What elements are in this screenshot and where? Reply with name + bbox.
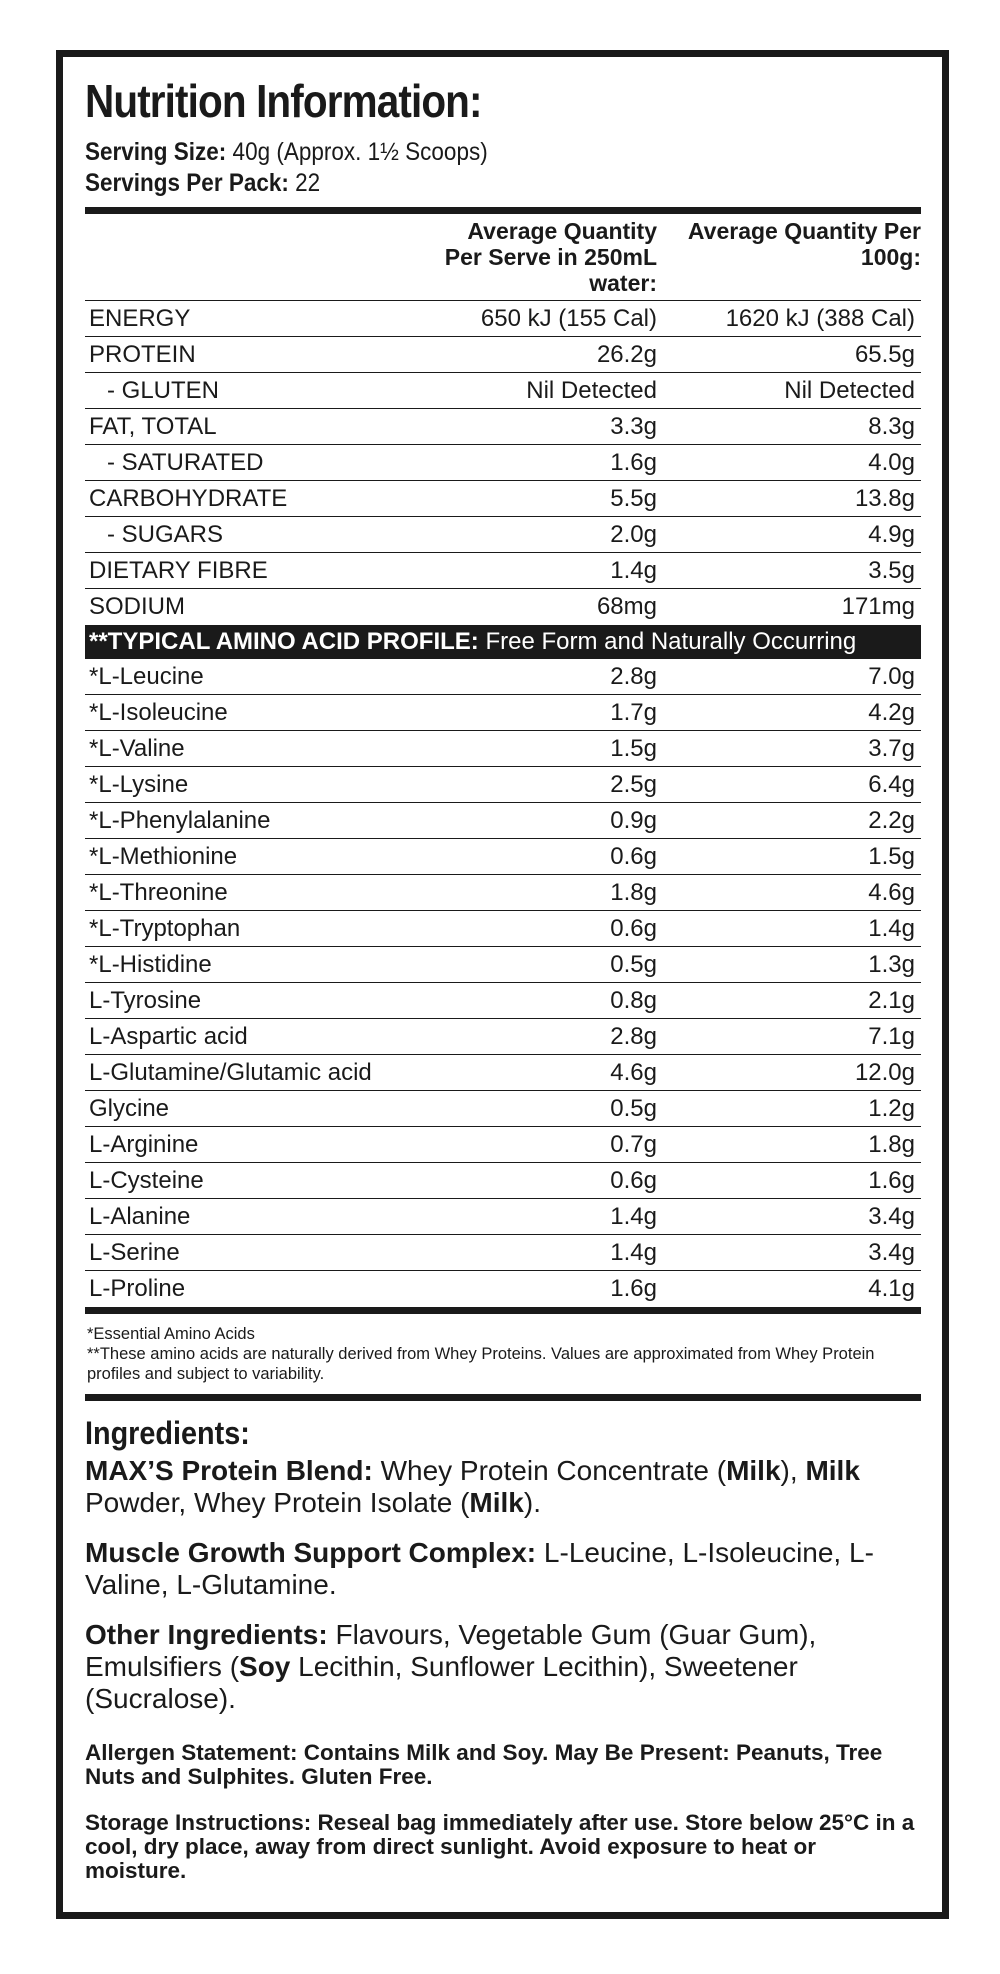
ingredients-title: Ingredients: xyxy=(85,1415,250,1451)
nutrition-label xyxy=(56,50,949,1919)
amino-table xyxy=(85,659,921,1307)
per-serve-value: 1.4g xyxy=(610,1239,657,1266)
amino-header-rest: Free Form and Naturally Occurring xyxy=(478,628,857,655)
nutrition-table-header xyxy=(85,214,921,301)
per-100g-value: 1.6g xyxy=(868,1167,915,1194)
per-serve-value: 1.4g xyxy=(610,1203,657,1230)
per-100g-value: 2.2g xyxy=(868,807,915,834)
row-name: - GLUTEN xyxy=(107,377,220,404)
per-serve-value: 1.6g xyxy=(610,449,657,476)
per-serve-value: 0.5g xyxy=(610,951,657,978)
per-serve-value: Nil Detected xyxy=(526,377,657,404)
table-row xyxy=(85,695,921,731)
storage-instructions: Storage Instructions: Reseal bag immediately after use. Store below 25°C in a cool, dry place, away from direct sunlight. Avoid exposure to heat or moisture. xyxy=(85,1810,915,1883)
row-name: Glycine xyxy=(89,1095,170,1122)
per-100g-value: 4.1g xyxy=(868,1275,915,1302)
amino-header-bold: **TYPICAL AMINO ACID PROFILE: xyxy=(89,628,479,655)
per-100g-value: 1.5g xyxy=(868,843,915,870)
complex-label: Muscle Growth Support Complex: xyxy=(85,1537,537,1568)
row-name: *L-Tryptophan xyxy=(89,915,241,942)
per-100g-value: 3.4g xyxy=(868,1203,915,1230)
table-row xyxy=(85,1127,921,1163)
growth-complex: Muscle Growth Support Complex: L-Leucine, L-Isoleucine, L-Valine, L-Glutamine. xyxy=(85,1537,874,1600)
per-serve-value: 5.5g xyxy=(610,485,657,512)
table-row xyxy=(85,337,921,373)
row-name: L-Serine xyxy=(89,1239,180,1266)
row-name: L-Proline xyxy=(89,1275,186,1302)
per-serve-value: 0.8g xyxy=(610,987,657,1014)
per-100g-value: 3.5g xyxy=(868,557,915,584)
serving-size-label: Serving Size: xyxy=(85,138,227,166)
per-serve-value: 0.6g xyxy=(610,1167,657,1194)
per-100g-value: 1.2g xyxy=(868,1095,915,1122)
per-100g-value: 12.0g xyxy=(854,1059,915,1086)
per-serve-value: 0.9g xyxy=(610,807,657,834)
nutrition-table xyxy=(85,301,921,625)
per-serve-value: 0.6g xyxy=(610,915,657,942)
essential-footnote: *Essential Amino Acids xyxy=(87,1325,255,1343)
per-100g-value: 7.1g xyxy=(868,1023,915,1050)
per-100g-value: 171mg xyxy=(841,593,915,620)
per-100g-value: 1.3g xyxy=(868,951,915,978)
table-row xyxy=(85,839,921,875)
per-100g-header: Average Quantity Per 100g: xyxy=(687,218,921,270)
divider xyxy=(85,1307,921,1314)
row-name: L-Arginine xyxy=(89,1131,199,1158)
row-name: DIETARY FIBRE xyxy=(89,557,268,584)
per-serve-value: 26.2g xyxy=(596,341,657,368)
table-row xyxy=(85,1055,921,1091)
per-serve-value: 0.5g xyxy=(610,1095,657,1122)
table-row xyxy=(85,659,921,695)
row-name: - SATURATED xyxy=(107,449,264,476)
label-content xyxy=(85,65,921,1883)
per-serve-value: 1.4g xyxy=(610,557,657,584)
table-row xyxy=(85,1019,921,1055)
per-serve-header: Average Quantity Per Serve in 250mL water: xyxy=(444,218,657,296)
protein-blend: MAX’S Protein Blend: Whey Protein Concentrate (Milk), Milk Powder, Whey Protein Isolate (Milk). xyxy=(85,1455,860,1518)
other-label: Other Ingredients: xyxy=(85,1619,328,1650)
per-100g-value: 3.4g xyxy=(868,1239,915,1266)
table-row xyxy=(85,767,921,803)
table-row xyxy=(85,803,921,839)
per-100g-value: 8.3g xyxy=(868,413,915,440)
per-100g-value: 65.5g xyxy=(854,341,915,368)
per-serve-value: 1.7g xyxy=(610,699,657,726)
per-serve-value: 0.7g xyxy=(610,1131,657,1158)
divider xyxy=(85,1394,921,1401)
per-100g-value: 4.6g xyxy=(868,879,915,906)
per-100g-value: 2.1g xyxy=(868,987,915,1014)
row-name: *L-Threonine xyxy=(89,879,228,906)
table-row xyxy=(85,1271,921,1307)
row-name: FAT, TOTAL xyxy=(89,413,217,440)
row-name: L-Aspartic acid xyxy=(89,1023,248,1050)
table-row xyxy=(85,1235,921,1271)
table-row xyxy=(85,409,921,445)
serving-size-value: 40g (Approx. 1½ Scoops) xyxy=(232,138,488,166)
per-serve-value: 68mg xyxy=(596,593,657,620)
per-serve-value: 1.8g xyxy=(610,879,657,906)
nutrition-title: Nutrition Information: xyxy=(85,75,482,127)
row-name: ENERGY xyxy=(89,305,191,332)
table-row xyxy=(85,301,921,337)
per-serve-value: 3.3g xyxy=(610,413,657,440)
table-row xyxy=(85,947,921,983)
per-serve-value: 0.6g xyxy=(610,843,657,870)
row-name: L-Tyrosine xyxy=(89,987,202,1014)
table-row xyxy=(85,481,921,517)
footnotes xyxy=(85,1314,921,1394)
per-serve-value: 2.8g xyxy=(610,1023,657,1050)
per-100g-value: 1.8g xyxy=(868,1131,915,1158)
per-serve-value: 2.0g xyxy=(610,521,657,548)
per-100g-value: 1620 kJ (388 Cal) xyxy=(725,305,915,332)
per-100g-value: 13.8g xyxy=(854,485,915,512)
table-row xyxy=(85,911,921,947)
per-100g-value: 1.4g xyxy=(868,915,915,942)
blend-label: MAX’S Protein Blend: xyxy=(85,1455,373,1486)
derived-footnote: **These amino acids are naturally derived from Whey Proteins. Values are approximated from Whey Protein profiles and subject to variability. xyxy=(87,1345,875,1383)
row-name: - SUGARS xyxy=(107,521,224,548)
row-name: *L-Isoleucine xyxy=(89,699,228,726)
amino-profile-header xyxy=(85,625,921,659)
allergen-statement: Allergen Statement: Contains Milk and Soy. May Be Present: Peanuts, Tree Nuts and Sulphites. Gluten Free. xyxy=(85,1740,883,1789)
table-row xyxy=(85,1091,921,1127)
table-row xyxy=(85,589,921,625)
per-serve-value: 4.6g xyxy=(610,1059,657,1086)
row-name: *L-Methionine xyxy=(89,843,238,870)
serving-size xyxy=(85,137,837,168)
per-100g-value: 6.4g xyxy=(868,771,915,798)
divider xyxy=(85,207,921,214)
table-row xyxy=(85,731,921,767)
row-name: CARBOHYDRATE xyxy=(89,485,288,512)
per-serve-value: 1.6g xyxy=(610,1275,657,1302)
per-serve-value: 650 kJ (155 Cal) xyxy=(480,305,657,332)
servings-per-pack-value: 22 xyxy=(295,169,321,197)
per-serve-value: 1.5g xyxy=(610,735,657,762)
table-row xyxy=(85,517,921,553)
per-100g-value: Nil Detected xyxy=(784,377,915,404)
row-name: PROTEIN xyxy=(89,341,196,368)
table-row xyxy=(85,373,921,409)
row-name: SODIUM xyxy=(89,593,185,620)
other-ingredients: Other Ingredients: Flavours, Vegetable Gum (Guar Gum), Emulsifiers (Soy Lecithin, Sunflower Lecithin), Sweetener (Sucralose). xyxy=(85,1619,817,1714)
row-name: *L-Valine xyxy=(89,735,185,762)
per-100g-value: 3.7g xyxy=(868,735,915,762)
table-row xyxy=(85,553,921,589)
row-name: L-Alanine xyxy=(89,1203,191,1230)
per-100g-value: 4.9g xyxy=(868,521,915,548)
row-name: *L-Histidine xyxy=(89,951,212,978)
row-name: *L-Phenylalanine xyxy=(89,807,271,834)
row-name: L-Glutamine/Glutamic acid xyxy=(89,1059,372,1086)
row-name: *L-Leucine xyxy=(89,663,204,690)
table-row xyxy=(85,445,921,481)
row-name: L-Cysteine xyxy=(89,1167,204,1194)
servings-per-pack-label: Servings Per Pack: xyxy=(85,169,289,197)
table-row xyxy=(85,983,921,1019)
table-row xyxy=(85,1163,921,1199)
table-row xyxy=(85,1199,921,1235)
per-100g-value: 4.2g xyxy=(868,699,915,726)
table-row xyxy=(85,875,921,911)
per-100g-value: 7.0g xyxy=(868,663,915,690)
per-100g-value: 4.0g xyxy=(868,449,915,476)
per-serve-value: 2.5g xyxy=(610,771,657,798)
servings-per-pack xyxy=(85,168,837,199)
per-serve-value: 2.8g xyxy=(610,663,657,690)
row-name: *L-Lysine xyxy=(89,771,189,798)
